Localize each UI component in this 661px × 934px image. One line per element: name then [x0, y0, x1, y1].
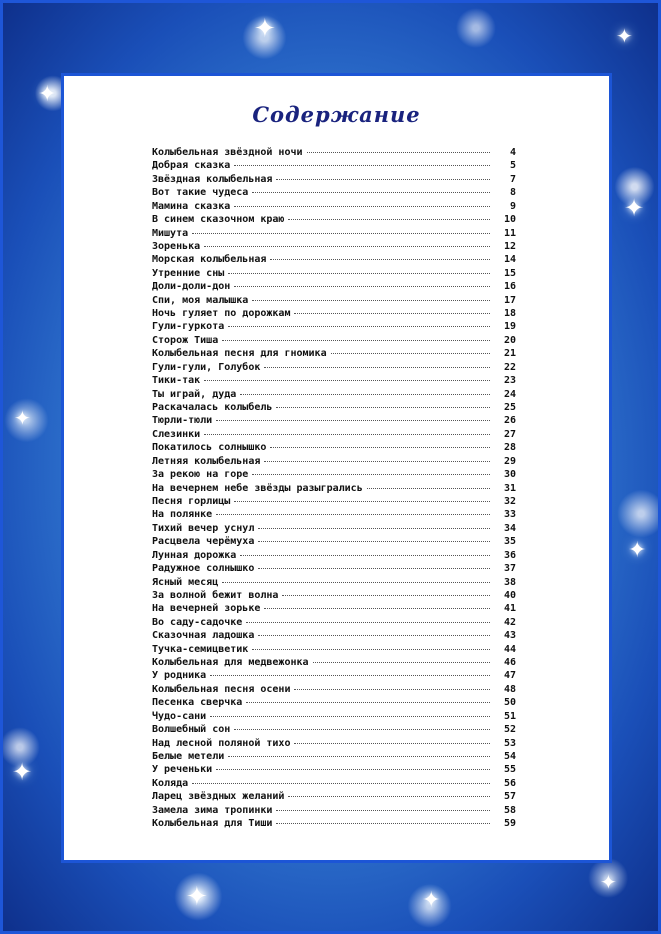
dot-leader — [246, 622, 490, 623]
toc-entry-title: Гули-гуркота — [152, 321, 225, 333]
toc-entry-page: 29 — [503, 455, 516, 467]
dot-leader — [234, 501, 490, 502]
sparkle-icon: ✦ — [624, 194, 645, 222]
toc-entry — [152, 147, 516, 160]
sparkle-icon: ✦ — [600, 870, 617, 894]
toc-entry — [152, 617, 516, 630]
toc-entry — [152, 281, 516, 294]
dot-leader — [270, 447, 490, 448]
dot-leader — [234, 729, 490, 730]
toc-entry — [152, 254, 516, 267]
toc-entry — [152, 214, 516, 227]
toc-entry — [152, 375, 516, 388]
toc-entry-title: Мишута — [152, 227, 189, 239]
toc-entry-page: 18 — [503, 308, 516, 320]
toc-entry-page: 25 — [503, 402, 516, 414]
toc-entry-page: 59 — [503, 818, 516, 830]
dot-leader — [192, 233, 490, 234]
toc-entry-page: 37 — [503, 563, 516, 575]
toc-entry-title: Утренние сны — [152, 267, 225, 279]
dot-leader — [294, 743, 490, 744]
dot-leader — [216, 514, 490, 515]
toc-entry-title: Лунная дорожка — [152, 549, 237, 561]
dot-leader — [264, 367, 490, 368]
dot-leader — [288, 796, 490, 797]
sparkle-icon: ✦ — [186, 882, 208, 912]
dot-leader — [228, 273, 490, 274]
toc-entry-title: Доли-доли-дон — [152, 281, 231, 293]
dot-leader — [210, 675, 490, 676]
toc-entry-title: Коляда — [152, 777, 189, 789]
toc-entry-page: 23 — [503, 375, 516, 387]
dot-leader — [240, 555, 490, 556]
toc-entry — [152, 389, 516, 402]
dot-leader — [222, 582, 490, 583]
toc-entry-title: Чудо-сани — [152, 710, 207, 722]
toc-entry-title: Волшебный сон — [152, 724, 231, 736]
toc-entry-title: У родника — [152, 670, 207, 682]
toc-entry-page: 22 — [503, 361, 516, 373]
dot-leader — [252, 474, 490, 475]
toc-entry-title: В синем сказочном краю — [152, 214, 285, 226]
toc-entry — [152, 724, 516, 737]
toc-entry — [152, 818, 516, 831]
toc-entry-title: Слезинки — [152, 428, 201, 440]
dot-leader — [276, 179, 490, 180]
toc-entry-page: 50 — [503, 697, 516, 709]
toc-entry-page: 24 — [503, 388, 516, 400]
toc-entry-title: Ты играй, дуда — [152, 388, 237, 400]
toc-entry — [152, 469, 516, 482]
toc-entry — [152, 187, 516, 200]
toc-entry-title: За рекою на горе — [152, 469, 249, 481]
toc-entry-page: 8 — [509, 187, 516, 199]
toc-entry-page: 28 — [503, 442, 516, 454]
toc-entry-page: 51 — [503, 710, 516, 722]
toc-entry — [152, 295, 516, 308]
toc-entry-title: Расцвела черёмуха — [152, 536, 255, 548]
dot-leader — [192, 783, 490, 784]
toc-entry-title: На вечернем небе звёзды разыгрались — [152, 482, 363, 494]
toc-entry-page: 44 — [503, 643, 516, 655]
toc-entry-title: Раскачалась колыбель — [152, 402, 273, 414]
toc-entry-page: 19 — [503, 321, 516, 333]
toc-entry — [152, 751, 516, 764]
toc-entry-title: Колыбельная песня для гномика — [152, 348, 327, 360]
toc-entry-title: Сказочная ладошка — [152, 630, 255, 642]
toc-entry — [152, 174, 516, 187]
toc-entry — [152, 348, 516, 361]
dot-leader — [216, 769, 490, 770]
toc-entry-title: Покатилось солнышко — [152, 442, 267, 454]
toc-entry — [152, 362, 516, 375]
toc-entry — [152, 711, 516, 724]
toc-entry-title: Колыбельная для Тиши — [152, 818, 273, 830]
dot-leader — [234, 286, 490, 287]
toc-entry-page: 36 — [503, 549, 516, 561]
toc-entry-page: 20 — [503, 334, 516, 346]
toc-entry-page: 27 — [503, 428, 516, 440]
dot-leader — [258, 541, 490, 542]
toc-entry — [152, 456, 516, 469]
dot-leader — [258, 568, 490, 569]
toc-entry — [152, 509, 516, 522]
toc-entry-title: Колыбельная звёздной ночи — [152, 147, 303, 158]
table-of-contents — [152, 147, 516, 832]
toc-entry — [152, 241, 516, 254]
toc-entry-page: 35 — [503, 536, 516, 548]
toc-entry-page: 9 — [509, 200, 516, 212]
toc-entry — [152, 630, 516, 643]
sparkle-icon: ✦ — [254, 14, 276, 44]
dot-leader — [222, 340, 490, 341]
toc-entry-title: Тихий вечер уснул — [152, 522, 255, 534]
toc-entry-page: 17 — [503, 294, 516, 306]
toc-entry — [152, 791, 516, 804]
dot-leader — [234, 206, 490, 207]
toc-entry — [152, 550, 516, 563]
toc-entry-title: Песня горлицы — [152, 495, 231, 507]
toc-entry-title: Во саду-садочке — [152, 616, 243, 628]
toc-entry-title: Над лесной поляной тихо — [152, 737, 291, 749]
toc-entry-page: 30 — [503, 469, 516, 481]
toc-entry — [152, 201, 516, 214]
toc-entry — [152, 523, 516, 536]
dot-leader — [258, 635, 490, 636]
toc-entry — [152, 563, 516, 576]
toc-entry-page: 16 — [503, 281, 516, 293]
toc-entry — [152, 764, 516, 777]
page-title: Содержание — [252, 102, 421, 127]
toc-entry-page: 34 — [503, 522, 516, 534]
sparkle-icon: ✦ — [616, 24, 633, 48]
toc-entry — [152, 308, 516, 321]
sparkle-icon: ✦ — [422, 888, 441, 913]
toc-entry — [152, 160, 516, 173]
dot-leader — [258, 528, 490, 529]
toc-entry-page: 43 — [503, 630, 516, 642]
toc-entry-title: За волной бежит волна — [152, 589, 279, 601]
toc-entry-page: 12 — [503, 240, 516, 252]
toc-entry-page: 47 — [503, 670, 516, 682]
toc-entry-page: 48 — [503, 683, 516, 695]
toc-entry-page: 7 — [509, 173, 516, 185]
dot-leader — [367, 488, 490, 489]
toc-entry-title: Зоренька — [152, 240, 201, 252]
dot-leader — [331, 353, 490, 354]
toc-entry-title: Ясный месяц — [152, 576, 219, 588]
toc-entry-page: 15 — [503, 267, 516, 279]
toc-entry — [152, 697, 516, 710]
toc-entry — [152, 483, 516, 496]
dot-leader — [228, 326, 490, 327]
toc-entry — [152, 415, 516, 428]
toc-entry-page: 57 — [503, 791, 516, 803]
toc-entry-page: 42 — [503, 616, 516, 628]
toc-entry-page: 55 — [503, 764, 516, 776]
toc-entry-page: 40 — [503, 589, 516, 601]
toc-entry-title: Тучка-семицветик — [152, 643, 249, 655]
dot-leader — [240, 394, 490, 395]
toc-entry — [152, 335, 516, 348]
dot-leader — [282, 595, 490, 596]
dot-leader — [204, 434, 490, 435]
toc-entry — [152, 442, 516, 455]
dot-leader — [288, 219, 490, 220]
toc-entry — [152, 321, 516, 334]
sparkle-icon: ✦ — [38, 82, 57, 107]
toc-entry — [152, 577, 516, 590]
toc-entry-title: Ночь гуляет по дорожкам — [152, 308, 291, 320]
toc-entry-title: На вечерней зорьке — [152, 603, 261, 615]
dot-leader — [252, 192, 490, 193]
toc-entry-page: 10 — [503, 214, 516, 226]
toc-entry — [152, 590, 516, 603]
toc-entry — [152, 670, 516, 683]
sparkle-icon: ✦ — [12, 758, 33, 786]
toc-entry-title: Мамина сказка — [152, 200, 231, 212]
sparkle-icon: ✦ — [14, 406, 31, 430]
toc-entry — [152, 805, 516, 818]
toc-entry-page: 26 — [503, 415, 516, 427]
dot-leader — [228, 756, 490, 757]
toc-entry — [152, 536, 516, 549]
dot-leader — [294, 689, 490, 690]
toc-entry-title: Гули-гули, Голубок — [152, 361, 261, 373]
toc-entry-title: У реченьки — [152, 764, 213, 776]
toc-entry — [152, 228, 516, 241]
sparkle-icon: ✦ — [628, 538, 647, 563]
toc-entry-title: Белые метели — [152, 750, 225, 762]
toc-entry-page: 46 — [503, 657, 516, 669]
toc-entry-title: Летняя колыбельная — [152, 455, 261, 467]
toc-entry-title: Тики-так — [152, 375, 201, 387]
toc-entry-page: 33 — [503, 509, 516, 521]
toc-entry-title: Песенка сверчка — [152, 697, 243, 709]
dot-leader — [276, 407, 490, 408]
toc-entry-title: Вот такие чудеса — [152, 187, 249, 199]
dot-leader — [204, 246, 490, 247]
toc-entry-page: 4 — [509, 147, 516, 158]
dot-leader — [252, 300, 490, 301]
dot-leader — [210, 716, 490, 717]
toc-entry-page: 58 — [503, 804, 516, 816]
toc-entry-page: 11 — [503, 227, 516, 239]
toc-entry-page: 21 — [503, 348, 516, 360]
contents-page — [61, 73, 612, 863]
toc-entry-title: Сторож Тиша — [152, 334, 219, 346]
toc-entry-page: 56 — [503, 777, 516, 789]
toc-entry — [152, 603, 516, 616]
toc-entry-page: 53 — [503, 737, 516, 749]
dot-leader — [204, 380, 490, 381]
toc-entry-title: Тюрли-тюли — [152, 415, 213, 427]
dot-leader — [294, 313, 490, 314]
dot-leader — [313, 662, 490, 663]
dot-leader — [270, 259, 490, 260]
toc-entry — [152, 429, 516, 442]
toc-entry-title: Морская колыбельная — [152, 254, 267, 266]
toc-entry-page: 38 — [503, 576, 516, 588]
toc-entry — [152, 402, 516, 415]
toc-entry — [152, 778, 516, 791]
dot-leader — [246, 702, 490, 703]
dot-leader — [252, 649, 490, 650]
dot-leader — [276, 823, 490, 824]
toc-entry-title: Замела зима тропинки — [152, 804, 273, 816]
toc-entry-page: 31 — [503, 482, 516, 494]
dot-leader — [264, 608, 490, 609]
toc-entry-title: Звёздная колыбельная — [152, 173, 273, 185]
toc-entry — [152, 268, 516, 281]
dot-leader — [216, 420, 490, 421]
toc-entry-title: Колыбельная песня осени — [152, 683, 291, 695]
toc-entry — [152, 496, 516, 509]
toc-entry-page: 5 — [509, 160, 516, 172]
toc-entry — [152, 657, 516, 670]
toc-entry-page: 41 — [503, 603, 516, 615]
dot-leader — [307, 152, 490, 153]
toc-entry-title: Спи, моя малышка — [152, 294, 249, 306]
toc-entry-title: Радужное солнышко — [152, 563, 255, 575]
toc-entry-title: На полянке — [152, 509, 213, 521]
dot-leader — [234, 165, 490, 166]
toc-entry — [152, 644, 516, 657]
toc-entry-title: Колыбельная для медвежонка — [152, 657, 309, 669]
toc-entry — [152, 738, 516, 751]
dot-leader — [264, 461, 490, 462]
toc-entry-title: Ларец звёздных желаний — [152, 791, 285, 803]
dot-leader — [276, 810, 490, 811]
toc-entry-page: 14 — [503, 254, 516, 266]
toc-entry-page: 52 — [503, 724, 516, 736]
toc-entry-title: Добрая сказка — [152, 160, 231, 172]
toc-entry-page: 54 — [503, 750, 516, 762]
toc-entry — [152, 684, 516, 697]
toc-entry-page: 32 — [503, 495, 516, 507]
